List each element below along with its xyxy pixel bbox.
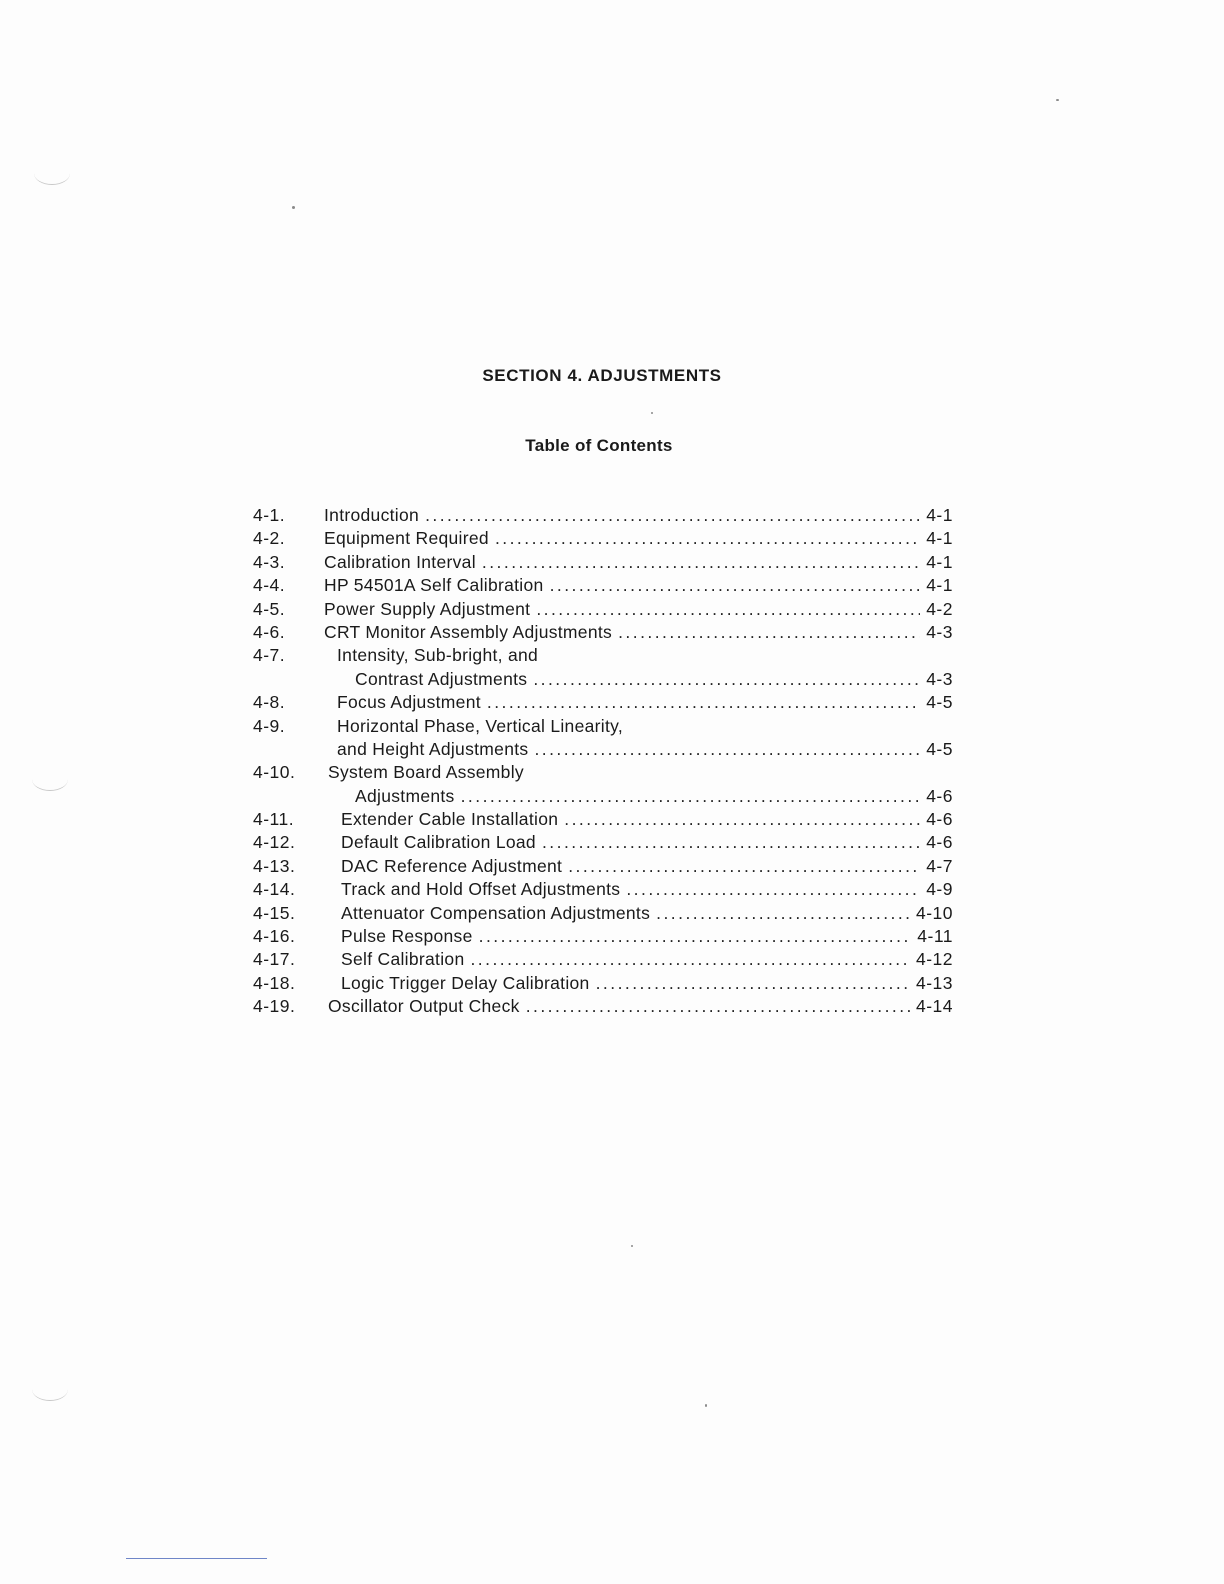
section-title: SECTION 4. ADJUSTMENTS — [482, 366, 722, 385]
toc-entry — [253, 948, 953, 971]
toc-entry — [253, 925, 953, 948]
toc-leader-dots — [564, 808, 920, 831]
toc-leader-dots — [479, 925, 912, 948]
toc-leader-dots — [533, 668, 920, 691]
toc-entry-number: 4-18. — [253, 972, 296, 993]
toc-entry-page: 4-13 — [915, 972, 953, 993]
toc-title: Table of Contents — [525, 436, 673, 455]
toc-entry-number: 4-13. — [253, 855, 296, 876]
toc-entry-number: 4-12. — [253, 832, 296, 853]
toc-entry-number: 4-17. — [253, 949, 296, 970]
toc-entry — [253, 831, 953, 854]
toc-entry-number: 4-7. — [253, 645, 286, 666]
scan-speck — [705, 1404, 707, 1407]
toc-entry-page: 4-2 — [926, 598, 953, 619]
toc-entry-number: 4-19. — [253, 996, 296, 1017]
toc-entry-title: Pulse Response — [341, 926, 473, 947]
toc-entry — [253, 715, 953, 738]
toc-leader-dots — [487, 691, 920, 714]
toc-entry-number: 4-6. — [253, 621, 286, 642]
toc-entry — [253, 668, 953, 691]
toc-entry-title: DAC Reference Adjustment — [341, 855, 563, 876]
toc-leader-dots — [618, 621, 920, 644]
scan-speck — [651, 412, 653, 414]
toc-entry-number: 4-16. — [253, 926, 296, 947]
toc-entry-number: 4-3. — [253, 551, 286, 572]
toc-entry-number: 4-5. — [253, 598, 286, 619]
scan-speck — [631, 1245, 633, 1247]
toc-leader-dots — [568, 855, 920, 878]
toc-leader-dots — [542, 831, 920, 854]
toc-leader-dots — [470, 948, 909, 971]
toc-entry-title: Introduction — [324, 505, 420, 525]
toc-entry — [253, 551, 953, 574]
toc-entry-page: 4-12 — [915, 949, 953, 970]
bottom-rule — [126, 1558, 267, 1559]
binder-hole-mark-top — [34, 162, 70, 185]
toc-leader-dots — [536, 598, 920, 621]
binder-hole-mark-bottom — [32, 1378, 68, 1401]
toc-entry-title: Intensity, Sub-bright, and — [337, 645, 539, 666]
toc-entry — [253, 574, 953, 597]
table-of-contents — [253, 504, 953, 1019]
toc-entry-page: 4-10 — [915, 902, 953, 923]
toc-leader-dots — [656, 902, 910, 925]
toc-leader-dots — [550, 574, 921, 597]
toc-leader-dots — [482, 551, 920, 574]
toc-entry-page: 4-6 — [926, 809, 953, 830]
toc-entry-title: Self Calibration — [341, 949, 465, 970]
toc-entry-page: 4-1 — [926, 551, 953, 572]
toc-entry-number: 4-15. — [253, 902, 296, 923]
toc-leader-dots — [596, 972, 910, 995]
toc-entry — [253, 527, 953, 550]
toc-entry-page: 4-11 — [917, 926, 953, 947]
toc-entry-title: Calibration Interval — [324, 551, 476, 572]
toc-entry-page: 4-1 — [926, 575, 953, 596]
toc-entry — [253, 808, 953, 831]
toc-entry — [253, 785, 953, 808]
toc-entry-number: 4-2. — [253, 528, 286, 549]
toc-entry-title: Contrast Adjustments — [355, 668, 528, 689]
toc-entry — [253, 902, 953, 925]
scan-speck — [1056, 99, 1059, 101]
toc-entry-number: 4-4. — [253, 575, 286, 596]
toc-entry-title: CRT Monitor Assembly Adjustments — [324, 621, 613, 642]
toc-entry — [253, 761, 953, 784]
toc-entry-page: 4-5 — [926, 692, 953, 713]
toc-entry — [253, 972, 953, 995]
toc-entry-title: Oscillator Output Check — [328, 996, 520, 1017]
toc-entry-number: 4-9. — [253, 715, 286, 736]
toc-entry — [253, 878, 953, 901]
toc-entry-title: Attenuator Compensation Adjustments — [341, 902, 651, 923]
toc-entry-page: 4-1 — [926, 505, 953, 525]
toc-entry — [253, 738, 953, 761]
toc-entry-number: 4-11. — [253, 809, 295, 830]
toc-entry-page: 4-1 — [926, 528, 953, 549]
toc-entry — [253, 621, 953, 644]
toc-entry-page: 4-5 — [926, 738, 953, 759]
toc-entry — [253, 691, 953, 714]
toc-entry-title: Horizontal Phase, Vertical Linearity, — [337, 715, 624, 736]
toc-entry-title: HP 54501A Self Calibration — [324, 575, 544, 596]
toc-entry — [253, 504, 953, 527]
toc-entry — [253, 644, 953, 667]
toc-leader-dots — [626, 878, 920, 901]
toc-entry-title: Adjustments — [355, 785, 455, 806]
toc-leader-dots — [461, 785, 921, 808]
toc-entry-page: 4-14 — [915, 996, 953, 1017]
toc-entry-number: 4-8. — [253, 692, 286, 713]
toc-entry-number: 4-10. — [253, 762, 296, 783]
toc-leader-dots — [495, 527, 920, 550]
toc-entry-page: 4-7 — [926, 855, 953, 876]
toc-leader-dots — [526, 995, 910, 1018]
toc-entry-title: System Board Assembly — [328, 762, 524, 783]
toc-entry-page: 4-9 — [926, 879, 953, 900]
toc-entry-page: 4-6 — [926, 785, 953, 806]
toc-leader-dots — [534, 738, 920, 761]
toc-entry-title: Focus Adjustment — [337, 692, 481, 713]
toc-leader-dots — [425, 504, 920, 527]
toc-entry — [253, 855, 953, 878]
toc-entry — [253, 598, 953, 621]
toc-entry-title: Equipment Required — [324, 528, 489, 549]
toc-entry-title: and Height Adjustments — [337, 738, 529, 759]
toc-entry-number: 4-1. — [253, 505, 286, 525]
toc-entry — [253, 995, 953, 1018]
toc-entry-title: Power Supply Adjustment — [324, 598, 531, 619]
scan-speck — [292, 206, 295, 209]
toc-entry-title: Logic Trigger Delay Calibration — [341, 972, 590, 993]
toc-entry-page: 4-3 — [926, 668, 953, 689]
binder-hole-mark-middle — [32, 768, 68, 791]
toc-entry-title: Extender Cable Installation — [341, 809, 559, 830]
toc-entry-page: 4-3 — [926, 621, 953, 642]
toc-entry-page: 4-6 — [926, 832, 953, 853]
toc-entry-number: 4-14. — [253, 879, 296, 900]
toc-entry-title: Default Calibration Load — [341, 832, 536, 853]
toc-entry-title: Track and Hold Offset Adjustments — [341, 879, 621, 900]
